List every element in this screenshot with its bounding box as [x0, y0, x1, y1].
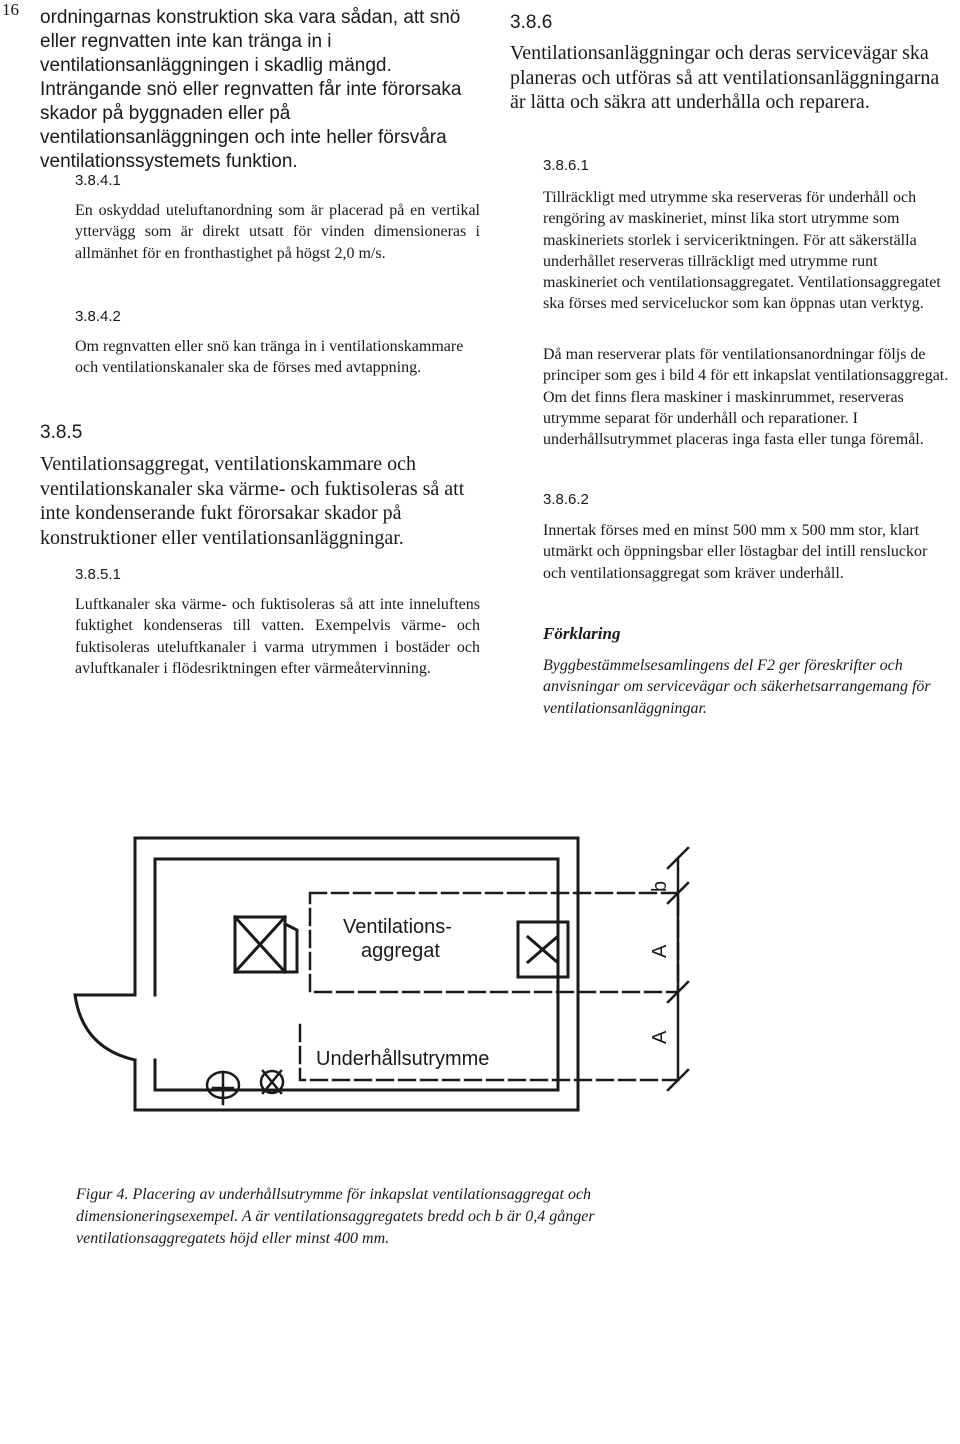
figure-4-diagram: [0, 800, 960, 1180]
dimension-label-a-lower: A: [649, 1030, 671, 1044]
unit-label-line1: Ventilations-: [343, 916, 452, 938]
section-3862-text: Innertak förses med en minst 500 mm x 500 mm stor, klart utmärkt och öppningsbar eller löstagbar del intill rensluckor och ventilationsaggregat som kräver underhåll.: [543, 522, 928, 582]
duct-connector: [285, 924, 297, 972]
section-3842-text: Om regnvatten eller snö kan tränga in i ventilationskammare och ventilationskanaler ska de förses med avtappning.: [75, 338, 464, 377]
section-385-number: 3.8.5: [40, 422, 83, 443]
page-number: 16: [2, 0, 19, 19]
section-3851-text: Luftkanaler ska värme- och fuktisoleras så att inte inneluftens fuktighet kondenseras till vatten. Exempelvis värme- och fuktisoleras uteluftkanaler i varma utrymmen i bostäder och avluftkanaler i flödesriktningen efter värmeåtervinning.: [75, 596, 480, 677]
dimension-label-a-upper: A: [649, 944, 671, 958]
forklaring-heading: Förklaring: [543, 624, 621, 643]
intake-hood: [75, 995, 135, 1060]
section-3841-text: En oskyddad uteluftanordning som är placerad på en vertikal yttervägg som är direkt utsatt för vinden dimensioneras i allmänhet för en fronthastighet på högst 2,0 m/s.: [75, 202, 480, 262]
section-3861-number: 3.8.6.1: [543, 157, 589, 174]
section-386-number: 3.8.6: [510, 12, 553, 33]
intro-paragraph: ordningarnas konstruktion ska vara sådan, att snö eller regnvatten inte kan tränga in i ventilationsanläggningen i skadlig mängd. Inträngande snö eller regnvatten får inte förorsaka skador på byggnaden eller på ventilationsanläggningen och inte heller försvåra ventilationssystemets funktion.: [40, 7, 462, 172]
section-385-text: Ventilationsaggregat, ventilationskammare och ventilationskanaler ska värme- och fuktisoleras så att inte kondenserande fukt förorsakar skador på konstruktioner eller ventilationsanläggningar.: [40, 453, 465, 549]
maintenance-space-label: Underhållsutrymme: [316, 1048, 490, 1070]
section-3861-paragraph-1: Tillräckligt med utrymme ska reserveras för underhåll och rengöring av maskineriet, minst lika stort utrymme som maskineriets storlek i serviceriktningen. För att säkerställa underhållet reserveras tillräckligt med utrymme runt maskineriet och ventilationsaggregatet. Ventilationsaggregatet ska förses med serviceluckor som kan öppnas utan verktyg.: [543, 189, 941, 313]
section-3862-number: 3.8.6.2: [543, 491, 589, 508]
section-3861-paragraph-2: Då man reserverar plats för ventilationsanordningar följs de principer som ges i bild 4 för ett inkapslat ventilationsaggregat. Om det finns flera maskiner i maskinrummet, reserveras utrymme separat för underhåll och reparationer. I underhållsutrymmet placeras inga fasta eller tunga föremål.: [543, 346, 949, 449]
forklaring-text: Byggbestämmelsesamlingens del F2 ger föreskrifter och anvisningar om servicevägar och säkerhetsarrangemang för ventilationsanläggningar.: [543, 657, 931, 717]
dimension-label-b: b: [649, 880, 671, 892]
figure-caption: Figur 4. Placering av underhållsutrymme för inkapslat ventilationsaggregat och dimensioneringsexempel. A är ventilationsaggregatets bredd och b är 0,4 gånger ventilationsaggregatets höjd eller minst 400 mm.: [76, 1186, 595, 1247]
section-386-text: Ventilationsanläggningar och deras servicevägar ska planeras och utföras så att ventilationsanläggningarna är lätta och säkra att underhålla och reparera.: [510, 42, 940, 113]
section-3841-number: 3.8.4.1: [75, 172, 121, 189]
unit-label-line2: aggregat: [361, 940, 440, 962]
section-3842-number: 3.8.4.2: [75, 308, 121, 325]
section-3851-number: 3.8.5.1: [75, 566, 121, 583]
